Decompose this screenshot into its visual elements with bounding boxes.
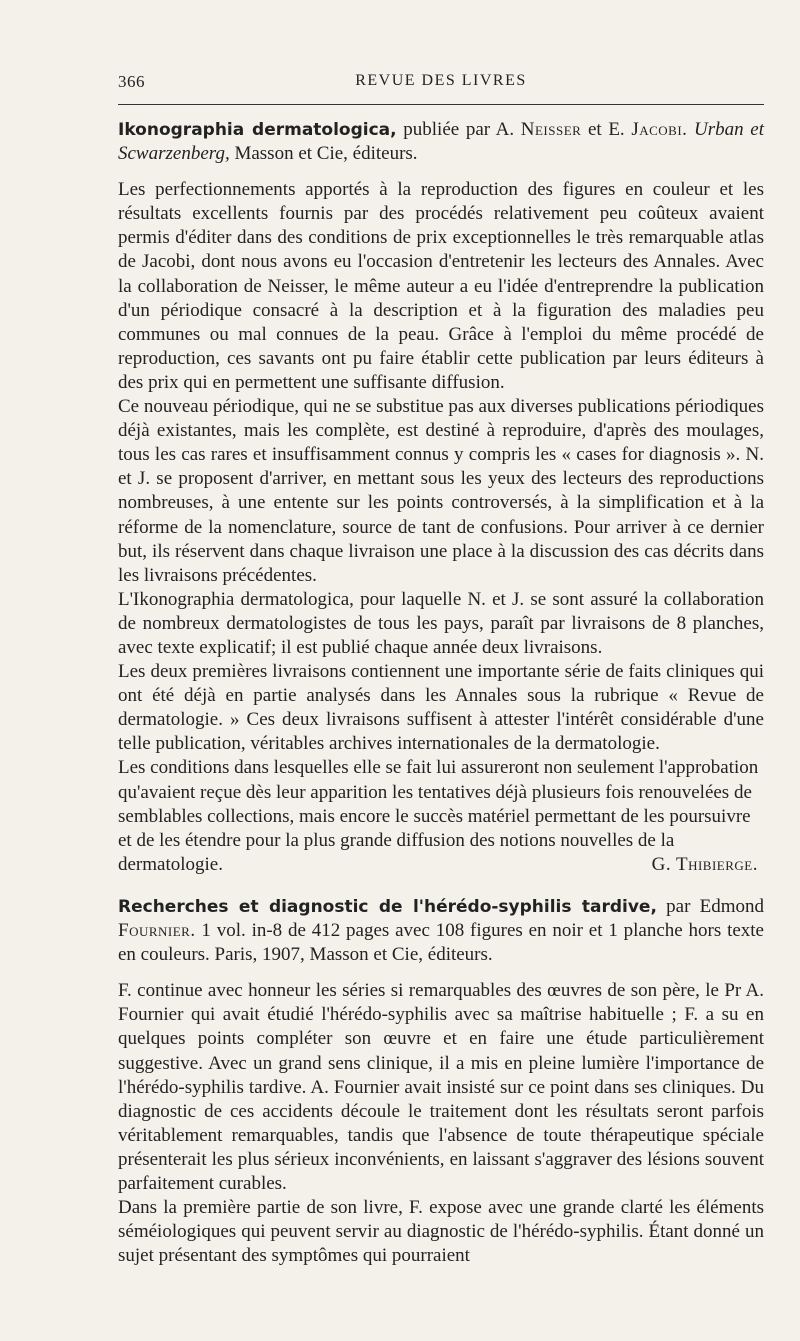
review-paragraph: Dans la première partie de son livre, F. expose avec une grande clarté les éléments séméiologiques qui peuvent servir au diagnostic de l'hérédo-syphilis. Étant donné un sujet présentant des symptômes qui pourraient bbox=[118, 1197, 764, 1267]
review-paragraph: Les conditions dans lesquelles elle se fait lui assureront non seulement l'approbation qu'avaient reçue dès leur apparition les tentatives déjà plusieurs fois renouvelées de semblables collections, mais encore le succès matériel permettant de les poursuivre et de les étendre pour la plus grande diffusion des notions nouvelles de la dermatologie. bbox=[118, 757, 759, 875]
review-title: Recherches et diagnostic de l'hérédo-syphilis tardive, bbox=[118, 897, 657, 917]
byline-text: par Edmond bbox=[656, 896, 764, 917]
byline-text: et E. bbox=[581, 119, 632, 140]
byline-text: publiée par A. bbox=[396, 119, 521, 140]
review-heredo-syphilis bbox=[118, 895, 764, 1268]
review-title: Ikonographia dermatologica, bbox=[118, 120, 397, 140]
running-head: REVUE DES LIVRES bbox=[355, 72, 527, 89]
review-heading bbox=[118, 118, 764, 166]
page-number: 366 bbox=[118, 72, 145, 91]
publication-details: 1 vol. in-8 de 412 pages avec 108 figures en noir et 1 planche hors texte en couleurs. Paris, 1907, Masson et Cie, éditeurs. bbox=[118, 920, 764, 966]
publisher-text: Masson et Cie, éditeurs. bbox=[229, 143, 418, 165]
review-paragraph: Les deux premières livraisons contiennent une importante série de faits cliniques qui ont été déjà en partie analysés dans les Annales sous la rubrique « Revue de dermatologie. » Ces deux livraisons suffisent à attester l'intérêt considérable d'une telle publication, véritables archives internationales de la dermatologie. bbox=[118, 661, 764, 755]
review-ikonographia bbox=[118, 118, 764, 877]
page-header bbox=[118, 62, 764, 91]
author-name: Neisser bbox=[520, 119, 582, 140]
review-paragraph: Les perfectionnements apportés à la reproduction des figures en couleur et les résultats excellents fournis par des procédés relativement peu coûteux avaient permis d'éditer dans des conditions de prix exceptionnelles le très remarquable atlas de Jacobi, dont nous avons eu l'occasion d'entretenir les lecteurs des Annales. Avec la collaboration de Neisser, le même auteur a eu l'idée d'entreprendre la publication d'un périodique consacré à la description et à la figuration des maladies peu communes ou mal connues de la peau. Grâce à l'emploi du même procédé de reproduction, ces savants ont pu faire établir cette publication par leurs éditeurs à des prix qui en permettent une suffisante diffusion. bbox=[118, 179, 764, 393]
review-paragraph: F. continue avec honneur les séries si remarquables des œuvres de son père, le Pr A. Fournier qui avait étudié l'hérédo-syphilis avec sa maîtrise habituelle ; F. a su en quelques points compléter son œuvre et en faire une étude particulièrement suggestive. Avec un grand sens clinique, il a mis en pleine lumière l'importance de l'hérédo-syphilis tardive. A. Fournier avait insisté sur ce point dans ses cliniques. Du diagnostic de ces accidents découle le traitement dont les résultats seront parfois véritablement remarquables, tandis que l'absence de toute thérapeutique spéciale présenterait les plus sérieux inconvénients, en laissant s'aggraver des lésions souvent parfaitement curables. bbox=[118, 980, 764, 1195]
review-paragraph: Ce nouveau périodique, qui ne se substitue pas aux diverses publications périodiques déjà existantes, mais les complète, est destiné à reproduire, d'après des moulages, tous les cas rares et insuffisamment connus y compris les « cases for diagnosis ». N. et J. se proposent d'arriver, en mettant sous les yeux des lecteurs des reproductions nombreuses, à une entente sur les points controversés, à la simplification et à la réforme de la nomenclature, source de tant de confusions. Pour arriver à ce dernier but, ils réservent dans chaque livraison une place à la discussion des cas décrits dans les livraisons précédentes. bbox=[118, 396, 764, 586]
page-body bbox=[118, 118, 764, 1268]
publisher-italic: Urban et Scwarzenberg, bbox=[118, 119, 765, 165]
review-heading bbox=[118, 895, 764, 967]
header-rule bbox=[118, 104, 764, 105]
author-name: Fournier. bbox=[118, 920, 196, 942]
reviewer-signature: G. Thibierge. bbox=[651, 853, 758, 875]
review-paragraph: L'Ikonographia dermatologica, pour laquelle N. et J. se sont assuré la collaboration de nombreux dermatologistes de tous les pays, paraît par livraisons de 8 planches, avec texte explicatif; il est publié chaque année deux livraisons. bbox=[118, 588, 764, 658]
author-name: Jacobi. bbox=[631, 119, 688, 140]
